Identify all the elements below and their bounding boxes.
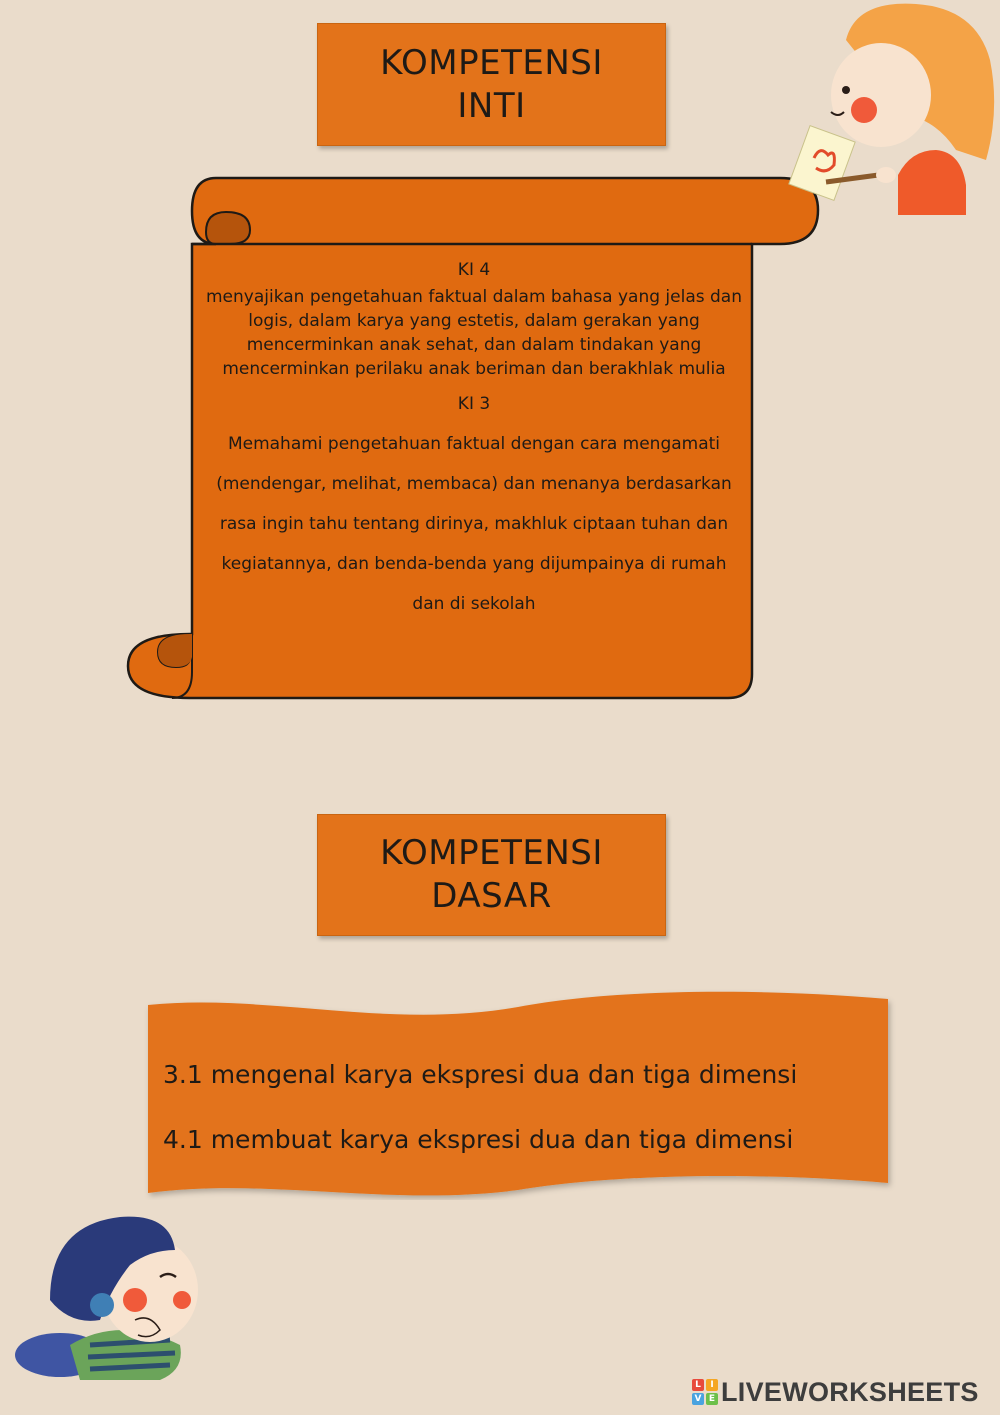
logo-mark-letter: L bbox=[692, 1379, 704, 1391]
liveworksheets-logo bbox=[692, 1375, 979, 1409]
title-line-2: INTI bbox=[457, 85, 526, 126]
face-shape bbox=[831, 43, 931, 147]
ki3-heading: KI 3 bbox=[457, 394, 491, 414]
ki3-text bbox=[200, 432, 748, 632]
ki3-line: Memahami pengetahuan faktual dengan cara mengamati bbox=[227, 434, 721, 454]
scroll-top-curl bbox=[206, 212, 250, 244]
logo-mark-letter: E bbox=[706, 1393, 718, 1405]
title-line-1: KOMPETENSI bbox=[380, 833, 603, 873]
ear-shape bbox=[90, 1293, 114, 1317]
girl-painting-illustration bbox=[786, 0, 1000, 230]
title-box-kompetensi-inti bbox=[317, 23, 666, 146]
banner-shape bbox=[148, 992, 888, 1196]
wavy-banner bbox=[138, 985, 898, 1200]
ki3-line: dan di sekolah bbox=[412, 594, 536, 614]
logo-text: LIVEWORKSHEETS bbox=[721, 1376, 979, 1407]
ki3-line: (mendengar, melihat, membaca) dan menanya berdasarkan bbox=[216, 474, 732, 494]
drawing-paper bbox=[789, 126, 855, 201]
kd-item: 3.1 mengenal karya ekspresi dua dan tiga dimensi bbox=[163, 1060, 798, 1089]
title-line-2: DASAR bbox=[431, 876, 552, 916]
ki4-text: menyajikan pengetahuan faktual dalam bahasa yang jelas dan logis, dalam karya yang estetis, dalam gerakan yang mencerminkan anak sehat, dan dalam tindakan yang mencerminkan perilaku anak beriman dan berakhlak mulia bbox=[206, 287, 742, 379]
eye-shape bbox=[842, 86, 850, 94]
ki4-heading: KI 4 bbox=[457, 260, 491, 280]
cheek-shape bbox=[123, 1288, 147, 1312]
ki3-line: kegiatannya, dan benda-benda yang dijumpainya di rumah bbox=[221, 554, 727, 574]
hand-shape bbox=[876, 167, 896, 183]
ki3-line: rasa ingin tahu tentang dirinya, makhluk ciptaan tuhan dan bbox=[219, 514, 729, 534]
kd-item: 4.1 membuat karya ekspresi dua dan tiga dimensi bbox=[163, 1125, 794, 1154]
cheek-shape bbox=[173, 1291, 191, 1309]
boy-lying-illustration bbox=[10, 1205, 240, 1385]
logo-mark-letter: V bbox=[692, 1393, 704, 1405]
logo-mark-icon bbox=[692, 1379, 718, 1405]
title-line-1: KOMPETENSI bbox=[380, 42, 603, 83]
logo-mark-letter: I bbox=[706, 1379, 718, 1391]
cheek-shape bbox=[851, 97, 877, 123]
shirt-shape bbox=[898, 150, 966, 215]
title-box-kompetensi-dasar bbox=[317, 814, 666, 936]
